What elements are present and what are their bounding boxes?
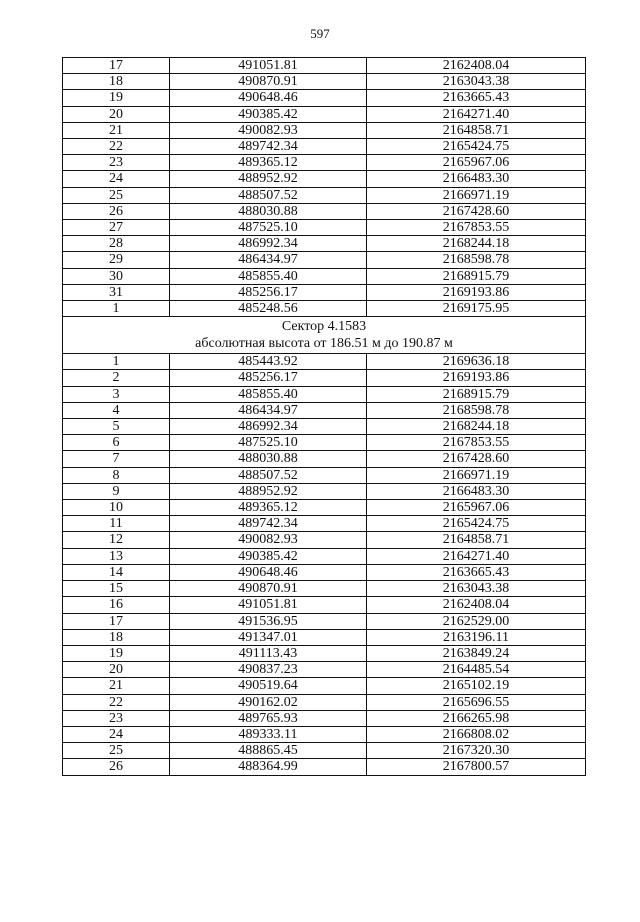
table-row xyxy=(63,726,586,742)
y-coordinate-cell: 2165967.06 xyxy=(367,155,586,171)
table-row xyxy=(63,171,586,187)
table-row xyxy=(63,122,586,138)
point-number-cell: 31 xyxy=(63,284,170,300)
x-coordinate-cell: 490385.42 xyxy=(170,106,367,122)
sector-header-cell xyxy=(63,317,586,354)
point-number-cell: 5 xyxy=(63,419,170,435)
table-row xyxy=(63,581,586,597)
point-number-cell: 25 xyxy=(63,187,170,203)
point-number-cell: 30 xyxy=(63,268,170,284)
y-coordinate-cell: 2168244.18 xyxy=(367,236,586,252)
point-number-cell: 26 xyxy=(63,203,170,219)
y-coordinate-cell: 2166808.02 xyxy=(367,726,586,742)
x-coordinate-cell: 488952.92 xyxy=(170,171,367,187)
point-number-cell: 6 xyxy=(63,435,170,451)
table-row xyxy=(63,370,586,386)
y-coordinate-cell: 2167320.30 xyxy=(367,743,586,759)
x-coordinate-cell: 490082.93 xyxy=(170,532,367,548)
x-coordinate-cell: 491536.95 xyxy=(170,613,367,629)
y-coordinate-cell: 2169193.86 xyxy=(367,284,586,300)
rows-before-section xyxy=(63,58,586,317)
y-coordinate-cell: 2168598.78 xyxy=(367,402,586,418)
point-number-cell: 20 xyxy=(63,662,170,678)
y-coordinate-cell: 2164271.40 xyxy=(367,106,586,122)
x-coordinate-cell: 488030.88 xyxy=(170,203,367,219)
x-coordinate-cell: 486434.97 xyxy=(170,402,367,418)
x-coordinate-cell: 488865.45 xyxy=(170,743,367,759)
table-row xyxy=(63,58,586,74)
point-number-cell: 19 xyxy=(63,90,170,106)
y-coordinate-cell: 2166483.30 xyxy=(367,483,586,499)
x-coordinate-cell: 489365.12 xyxy=(170,500,367,516)
table-row xyxy=(63,467,586,483)
point-number-cell: 26 xyxy=(63,759,170,775)
x-coordinate-cell: 486992.34 xyxy=(170,419,367,435)
y-coordinate-cell: 2164271.40 xyxy=(367,548,586,564)
point-number-cell: 25 xyxy=(63,743,170,759)
y-coordinate-cell: 2167800.57 xyxy=(367,759,586,775)
x-coordinate-cell: 488507.52 xyxy=(170,467,367,483)
point-number-cell: 15 xyxy=(63,581,170,597)
table-row xyxy=(63,451,586,467)
sector-title: Сектор 4.1583 xyxy=(281,319,367,335)
table-row xyxy=(63,386,586,402)
table-row xyxy=(63,284,586,300)
point-number-cell: 2 xyxy=(63,370,170,386)
y-coordinate-cell: 2166971.19 xyxy=(367,467,586,483)
point-number-cell: 21 xyxy=(63,122,170,138)
x-coordinate-cell: 487525.10 xyxy=(170,220,367,236)
x-coordinate-cell: 488030.88 xyxy=(170,451,367,467)
point-number-cell: 28 xyxy=(63,236,170,252)
table-row xyxy=(63,220,586,236)
x-coordinate-cell: 487525.10 xyxy=(170,435,367,451)
table-row xyxy=(63,106,586,122)
table-row xyxy=(63,662,586,678)
y-coordinate-cell: 2163043.38 xyxy=(367,74,586,90)
x-coordinate-cell: 486434.97 xyxy=(170,252,367,268)
table-row xyxy=(63,90,586,106)
x-coordinate-cell: 491051.81 xyxy=(170,597,367,613)
y-coordinate-cell: 2167428.60 xyxy=(367,203,586,219)
y-coordinate-cell: 2163665.43 xyxy=(367,564,586,580)
point-number-cell: 18 xyxy=(63,74,170,90)
y-coordinate-cell: 2166971.19 xyxy=(367,187,586,203)
point-number-cell: 11 xyxy=(63,516,170,532)
table-row xyxy=(63,268,586,284)
y-coordinate-cell: 2162408.04 xyxy=(367,58,586,74)
point-number-cell: 1 xyxy=(63,301,170,317)
x-coordinate-cell: 490648.46 xyxy=(170,90,367,106)
table-row xyxy=(63,354,586,370)
point-number-cell: 29 xyxy=(63,252,170,268)
table-row xyxy=(63,694,586,710)
point-number-cell: 4 xyxy=(63,402,170,418)
table-row xyxy=(63,74,586,90)
sector-subtitle: абсолютная высота от 186.51 м до 190.87 м xyxy=(195,336,453,352)
point-number-cell: 22 xyxy=(63,694,170,710)
point-number-cell: 7 xyxy=(63,451,170,467)
x-coordinate-cell: 488952.92 xyxy=(170,483,367,499)
point-number-cell: 8 xyxy=(63,467,170,483)
y-coordinate-cell: 2167853.55 xyxy=(367,435,586,451)
point-number-cell: 17 xyxy=(63,58,170,74)
x-coordinate-cell: 491347.01 xyxy=(170,629,367,645)
x-coordinate-cell: 490648.46 xyxy=(170,564,367,580)
table-row xyxy=(63,483,586,499)
y-coordinate-cell: 2167853.55 xyxy=(367,220,586,236)
point-number-cell: 22 xyxy=(63,139,170,155)
table-row xyxy=(63,187,586,203)
x-coordinate-cell: 485248.56 xyxy=(170,301,367,317)
y-coordinate-cell: 2169193.86 xyxy=(367,370,586,386)
x-coordinate-cell: 488364.99 xyxy=(170,759,367,775)
x-coordinate-cell: 491051.81 xyxy=(170,58,367,74)
x-coordinate-cell: 488507.52 xyxy=(170,187,367,203)
y-coordinate-cell: 2164858.71 xyxy=(367,122,586,138)
point-number-cell: 21 xyxy=(63,678,170,694)
point-number-cell: 12 xyxy=(63,532,170,548)
table-row xyxy=(63,645,586,661)
y-coordinate-cell: 2169636.18 xyxy=(367,354,586,370)
x-coordinate-cell: 490162.02 xyxy=(170,694,367,710)
point-number-cell: 14 xyxy=(63,564,170,580)
table-row xyxy=(63,203,586,219)
table-row xyxy=(63,236,586,252)
table-row xyxy=(63,759,586,775)
point-number-cell: 1 xyxy=(63,354,170,370)
table-row xyxy=(63,548,586,564)
y-coordinate-cell: 2168915.79 xyxy=(367,386,586,402)
point-number-cell: 23 xyxy=(63,155,170,171)
table-row xyxy=(63,743,586,759)
x-coordinate-cell: 489365.12 xyxy=(170,155,367,171)
x-coordinate-cell: 491113.43 xyxy=(170,645,367,661)
table-row xyxy=(63,155,586,171)
x-coordinate-cell: 490519.64 xyxy=(170,678,367,694)
y-coordinate-cell: 2165102.19 xyxy=(367,678,586,694)
y-coordinate-cell: 2166483.30 xyxy=(367,171,586,187)
table-row xyxy=(63,435,586,451)
point-number-cell: 24 xyxy=(63,726,170,742)
y-coordinate-cell: 2167428.60 xyxy=(367,451,586,467)
x-coordinate-cell: 490870.91 xyxy=(170,74,367,90)
rows-after-section xyxy=(63,354,586,775)
table-row xyxy=(63,301,586,317)
x-coordinate-cell: 489765.93 xyxy=(170,710,367,726)
table-row xyxy=(63,613,586,629)
y-coordinate-cell: 2163196.11 xyxy=(367,629,586,645)
y-coordinate-cell: 2168915.79 xyxy=(367,268,586,284)
x-coordinate-cell: 486992.34 xyxy=(170,236,367,252)
point-number-cell: 16 xyxy=(63,597,170,613)
x-coordinate-cell: 485855.40 xyxy=(170,386,367,402)
y-coordinate-cell: 2162408.04 xyxy=(367,597,586,613)
table-row xyxy=(63,419,586,435)
point-number-cell: 13 xyxy=(63,548,170,564)
table-row xyxy=(63,564,586,580)
point-number-cell: 19 xyxy=(63,645,170,661)
x-coordinate-cell: 485256.17 xyxy=(170,284,367,300)
point-number-cell: 9 xyxy=(63,483,170,499)
y-coordinate-cell: 2163043.38 xyxy=(367,581,586,597)
table-row xyxy=(63,252,586,268)
x-coordinate-cell: 490385.42 xyxy=(170,548,367,564)
y-coordinate-cell: 2163849.24 xyxy=(367,645,586,661)
x-coordinate-cell: 489742.34 xyxy=(170,139,367,155)
point-number-cell: 3 xyxy=(63,386,170,402)
y-coordinate-cell: 2165967.06 xyxy=(367,500,586,516)
x-coordinate-cell: 490870.91 xyxy=(170,581,367,597)
table-row xyxy=(63,500,586,516)
point-number-cell: 20 xyxy=(63,106,170,122)
y-coordinate-cell: 2162529.00 xyxy=(367,613,586,629)
coordinates-table xyxy=(62,57,586,776)
y-coordinate-cell: 2168244.18 xyxy=(367,419,586,435)
point-number-cell: 24 xyxy=(63,171,170,187)
table-row xyxy=(63,710,586,726)
x-coordinate-cell: 489742.34 xyxy=(170,516,367,532)
point-number-cell: 23 xyxy=(63,710,170,726)
y-coordinate-cell: 2166265.98 xyxy=(367,710,586,726)
y-coordinate-cell: 2165424.75 xyxy=(367,139,586,155)
sector-header-section xyxy=(63,317,586,354)
y-coordinate-cell: 2164485.54 xyxy=(367,662,586,678)
table-row xyxy=(63,516,586,532)
sector-header-row xyxy=(63,317,586,354)
table-row xyxy=(63,402,586,418)
y-coordinate-cell: 2164858.71 xyxy=(367,532,586,548)
y-coordinate-cell: 2165424.75 xyxy=(367,516,586,532)
x-coordinate-cell: 490837.23 xyxy=(170,662,367,678)
table-row xyxy=(63,597,586,613)
x-coordinate-cell: 489333.11 xyxy=(170,726,367,742)
point-number-cell: 10 xyxy=(63,500,170,516)
x-coordinate-cell: 490082.93 xyxy=(170,122,367,138)
table-row xyxy=(63,678,586,694)
y-coordinate-cell: 2165696.55 xyxy=(367,694,586,710)
table-row xyxy=(63,139,586,155)
table-row xyxy=(63,629,586,645)
y-coordinate-cell: 2169175.95 xyxy=(367,301,586,317)
y-coordinate-cell: 2163665.43 xyxy=(367,90,586,106)
page-number: 597 xyxy=(310,26,330,41)
table-row xyxy=(63,532,586,548)
point-number-cell: 17 xyxy=(63,613,170,629)
x-coordinate-cell: 485855.40 xyxy=(170,268,367,284)
y-coordinate-cell: 2168598.78 xyxy=(367,252,586,268)
point-number-cell: 27 xyxy=(63,220,170,236)
x-coordinate-cell: 485443.92 xyxy=(170,354,367,370)
x-coordinate-cell: 485256.17 xyxy=(170,370,367,386)
point-number-cell: 18 xyxy=(63,629,170,645)
